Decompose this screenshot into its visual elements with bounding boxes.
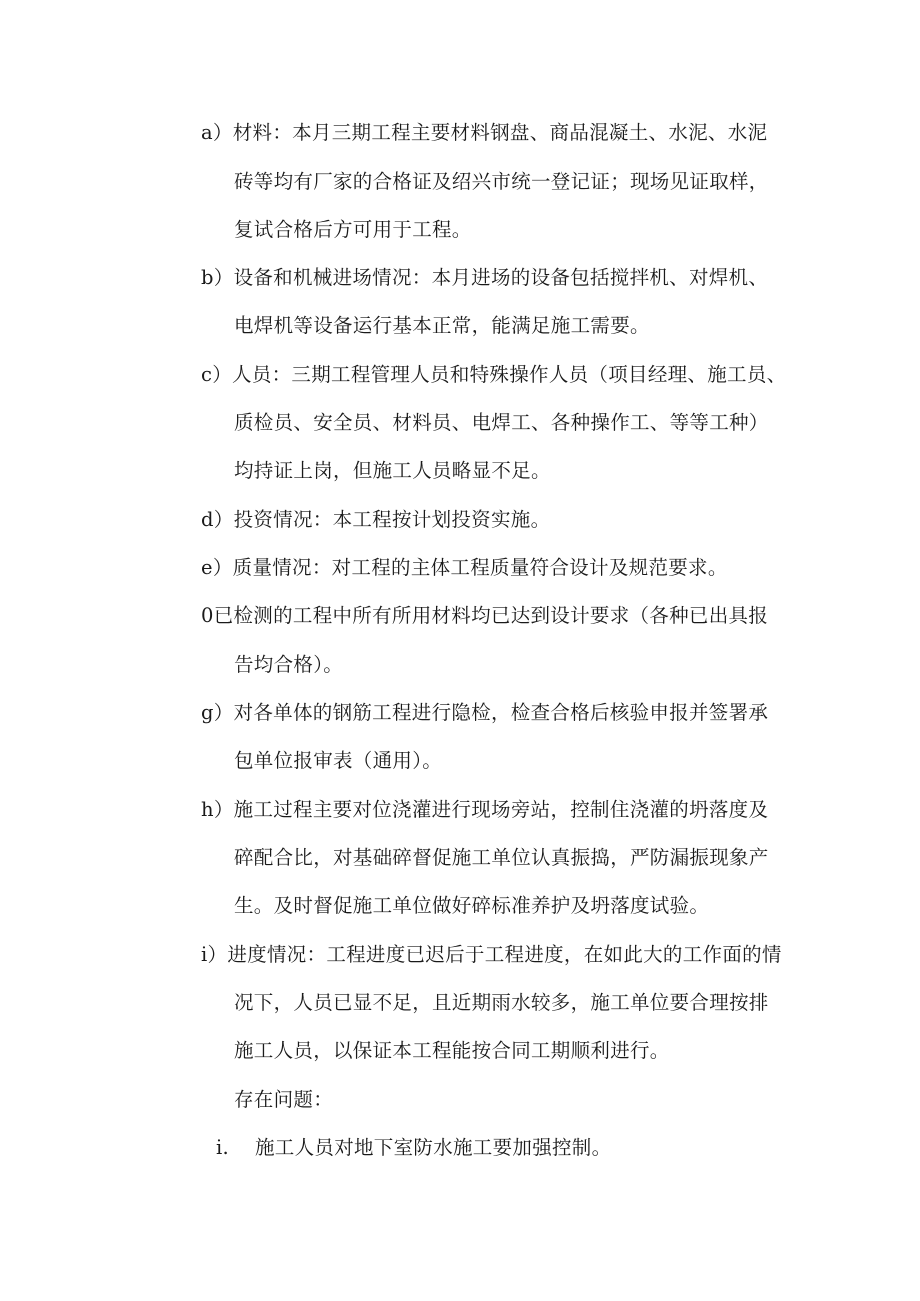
item-c-line-2: 质检员、安全员、材料员、电焊工、各种操作工、等等工种）: [234, 411, 769, 434]
item-e-line-1: e）质量情况：对工程的主体工程质量符合设计及规范要求。: [201, 556, 728, 579]
item-h-line-3: 生。及时督促施工单位做好碎标准养护及坍落度试验。: [234, 894, 710, 917]
issue-marker: i.: [216, 1136, 230, 1159]
item-b-line-2: 电焊机等设备运行基本正常，能满足施工需要。: [234, 314, 650, 337]
item-b-line-1: b）设备和机械进场情况：本月进场的设备包括搅拌机、对焊机、: [201, 266, 769, 289]
item-d-line-1: d）投资情况：本工程按计划投资实施。: [201, 508, 551, 531]
item-h-line-2: 碎配合比，对基础碎督促施工单位认真振捣，严防漏振现象产: [234, 846, 769, 869]
item-c-line-3: 均持证上岗，但施工人员略显不足。: [234, 459, 551, 482]
item-a-line-3: 复试合格后方可用于工程。: [234, 218, 472, 241]
issues-heading: 存在问题：: [234, 1088, 334, 1111]
item-g-line-1: g）对各单体的钢筋工程进行隐检，检查合格后核验申报并签署承: [201, 701, 769, 724]
item-f-line-2: 告均合格）。: [234, 653, 344, 676]
item-i-line-1: i）进度情况：工程进度已迟后于工程进度，在如此大的工作面的情: [201, 943, 782, 966]
issue-text: 施工人员对地下室防水施工要加强控制。: [255, 1136, 612, 1159]
item-i-line-2: 况下，人员已显不足，且近期雨水较多，施工单位要合理按排: [234, 991, 769, 1014]
item-h-line-1: h）施工过程主要对位浇灌进行现场旁站，控制住浇灌的坍落度及: [201, 798, 769, 821]
item-f-line-1: 0已检测的工程中所有所用材料均已达到设计要求（各种已出具报: [201, 604, 769, 627]
item-a-line-1: a）材料：本月三期工程主要材料钢盘、商品混凝土、水泥、水泥: [201, 121, 768, 144]
item-g-line-2: 包单位报审表（通用）。: [234, 749, 443, 772]
item-c-line-1: c）人员：三期工程管理人员和特殊操作人员（项目经理、施工员、: [201, 363, 787, 386]
item-i-line-3: 施工人员，以保证本工程能按合同工期顺利进行。: [234, 1039, 670, 1062]
item-a-line-2: 砖等均有厂家的合格证及绍兴市统一登记证；现场见证取样，: [234, 170, 769, 193]
